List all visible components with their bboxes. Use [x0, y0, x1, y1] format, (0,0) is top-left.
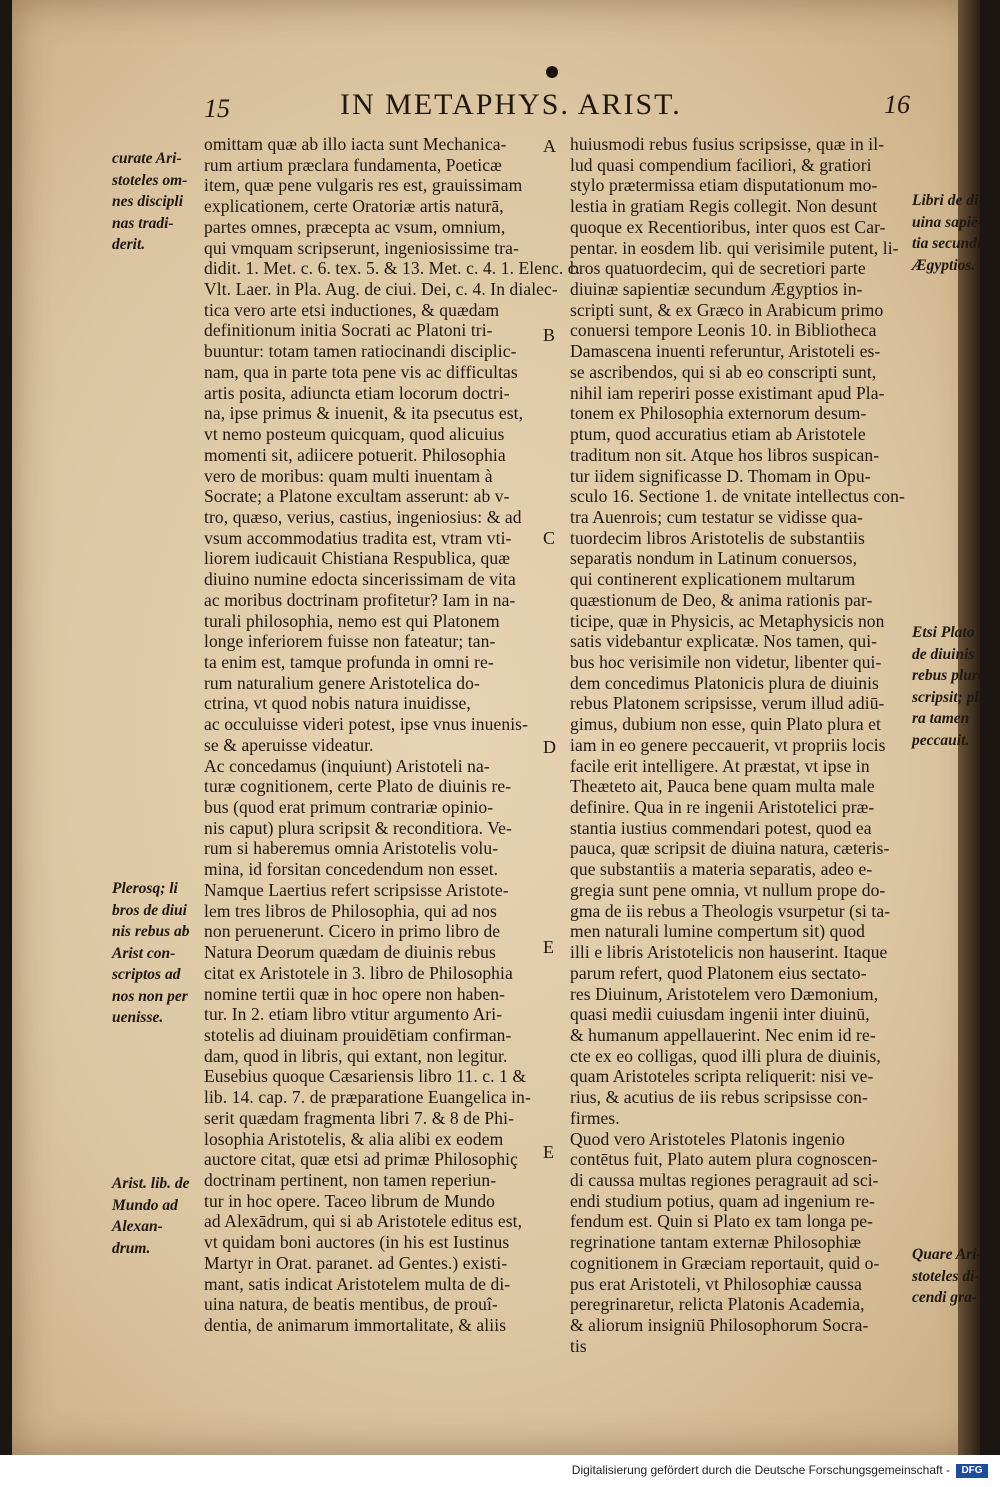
footer-credit: Digitalisierung gefördert durch die Deutsche Forschungsgemeinschaft -	[571, 1463, 950, 1477]
text-line: iam in eo genere peccauerit, vt propriis locis	[570, 734, 886, 755]
text-line: dentia, de animarum immortalitate, & aliis	[204, 1315, 507, 1336]
text-line: Quod vero Aristoteles Platonis ingenio	[570, 1128, 846, 1149]
text-line: dam, quod in libris, qui extant, non legitur.	[204, 1045, 508, 1066]
margin-note-line: Mundo ad	[112, 1196, 178, 1214]
text-line: ad Alexādrum, qui si ab Aristotele editus est,	[204, 1211, 523, 1232]
text-line: vt quidam boni auctores (in his est Iustinus	[204, 1232, 510, 1253]
margin-note-line: stoteles di-	[912, 1267, 980, 1285]
margin-note-line: uenisse.	[112, 1009, 164, 1026]
margin-note-line: cendi gra-	[912, 1289, 978, 1306]
text-line: definitionum initia Socrati ac Platoni tri-	[204, 320, 493, 341]
text-line: nihil iam reperiri posse existimant apud Pla-	[570, 382, 885, 403]
section-letter: C	[543, 528, 556, 548]
text-line: mant, satis indicat Aristotelem multa de di-	[204, 1273, 511, 1294]
text-line: dem concedimus Platonicis plura de diuinis	[570, 672, 879, 693]
text-line: separatis nondum in Latinum conuersos,	[570, 548, 858, 569]
text-line: losophia Aristotelis, & alia alibi ex eodem	[204, 1128, 504, 1149]
text-line: ac moribus doctrinam profitetur? Iam in na-	[204, 589, 516, 610]
text-line: Eusebius quoque Cæsariensis libro 11. c. 1 &	[204, 1066, 527, 1087]
text-line: tonem ex Philosophia externorum desum-	[570, 403, 867, 424]
margin-note-line: Quare Ari-	[912, 1246, 982, 1263]
text-line: diuinæ sapientiæ secundum Ægyptios in-	[570, 279, 863, 300]
text-line: Martyr in Orat. paranet. ad Gentes.) existi-	[204, 1252, 508, 1273]
text-line: vero de moribus: quam multi inuentam à	[204, 465, 493, 486]
text-line: quam Aristoteles scripta reliquerit: nisi ve-	[570, 1066, 874, 1087]
margin-note-line: stoteles om-	[112, 171, 188, 189]
margin-note-line: Ægyptios.	[912, 256, 976, 274]
text-line: que substantiis a materia separatis, adeo e-	[570, 859, 873, 880]
section-letter: D	[543, 737, 556, 757]
text-line: mina, id forsitan concedendum non esset.	[204, 859, 499, 880]
text-line: tur iidem significasse D. Thomam in Opu-	[570, 465, 871, 486]
text-line: nomine tertii quæ in hoc opere non haben-	[204, 983, 506, 1004]
text-line: lib. 14. cap. 7. de præparatione Euangelica in-	[204, 1087, 531, 1108]
text-line: res Diuinum, Aristotelem vero Dæmonium,	[570, 983, 879, 1004]
text-line: qui continerent explicationem multarum	[570, 569, 856, 590]
text-line: quoque ex Recentioribus, inter quos est Car-	[570, 216, 886, 237]
text-line: rum naturalium genere Aristotelica do-	[204, 672, 480, 693]
text-line: quasi medii cuiusdam ingenii inter diuinū,	[570, 1004, 870, 1025]
margin-note-line: de diuinis	[912, 645, 975, 663]
text-line: facile erit intelligere. At præstat, vt ipse in	[570, 755, 870, 776]
margin-note-line: scriptos ad	[112, 966, 181, 983]
text-line: auctore citat, quæ etsi ad primæ Philosophiç	[204, 1149, 518, 1170]
text-line: stotelis ad diuinam prouidētiam confirman-	[204, 1024, 512, 1045]
text-line: Ac concedamus (inquiunt) Aristoteli na-	[204, 755, 490, 776]
text-line: rum artium præclara fundamenta, Poeticæ	[204, 154, 502, 175]
margin-note-line: Plerosq; li	[112, 880, 178, 897]
page-number-left: 15	[204, 94, 230, 123]
text-line: rebus Platonem scripsisse, verum illud adiū-	[570, 693, 885, 714]
text-line: vsum accommodatius tradita est, vtram vti-	[204, 527, 512, 548]
dfg-logo: DFG	[956, 1464, 988, 1478]
text-line: tuordecim libros Aristotelis de substantiis	[570, 527, 865, 548]
margin-note-line: drum.	[112, 1239, 151, 1257]
text-line: rum si haberemus omnia Aristotelis volu-	[204, 838, 499, 859]
section-letter: A	[543, 136, 556, 156]
text-line: Vlt. Laer. in Pla. Aug. de ciui. Dei, c. 4. In dialec-	[204, 279, 558, 300]
text-line: nam, qua in parte tota pene vis ac difficultas	[204, 361, 518, 382]
margin-note-line: Etsi Plato	[912, 624, 975, 641]
text-line: tur. In 2. etiam libro vtitur argumento Ari-	[204, 1004, 503, 1025]
margin-note-line: nas tradi-	[112, 214, 174, 232]
text-line: turali philosophia, nemo est qui Platonem	[204, 610, 500, 631]
text-line: gimus, dubium non esse, quin Plato plura et	[570, 714, 882, 735]
text-line: stantia iustius commendari potest, quod ea	[570, 817, 872, 838]
text-line: definire. Qua in re ingenii Aristotelici præ-	[570, 797, 875, 818]
text-line: parum refert, quod Platonem eius sectato-	[570, 962, 867, 983]
digitization-footer	[0, 1455, 1000, 1487]
margin-note-line: Arist con-	[112, 944, 176, 962]
section-letter: B	[543, 325, 556, 345]
text-line: sculo 16. Sectione 1. de vnitate intellectus con-	[570, 486, 905, 507]
text-line: non peruenerunt. Cicero in primo libro de	[204, 921, 501, 942]
section-letter: E	[543, 1142, 554, 1162]
section-letter: E	[543, 937, 554, 957]
margin-note-line: Arist. lib. de	[112, 1175, 190, 1192]
text-line: firmes.	[570, 1107, 620, 1128]
text-line: Damascena inuenti referuntur, Aristoteli es-	[570, 341, 881, 362]
margin-note-line: tia secundū	[912, 235, 986, 252]
text-line: tra Auenrois; cum testatur se vidisse qua-	[570, 506, 863, 527]
text-line: artis posita, adiuncta etiam locorum doctri-	[204, 382, 510, 403]
running-title: IN METAPHYS. ARIST.	[340, 88, 682, 121]
page-number-right: 16	[884, 90, 910, 119]
text-line: & humanum appellauerint. Nec enim id re-	[570, 1024, 876, 1045]
text-line: nis caput) plura scripsit & reconditiora. Ve-	[204, 817, 512, 838]
text-line: fendum est. Quin si Plato ex tam longa pe-	[570, 1211, 874, 1232]
text-line: qui vmquam scripserunt, ingeniosissime tra-	[204, 237, 519, 258]
text-line: gregia sunt pene omnia, vt nullum prope do-	[570, 879, 886, 900]
text-line: lem tres libros de Philosophia, qui ad nos	[204, 900, 497, 921]
margin-note-line: Libri de di-	[912, 192, 984, 209]
text-line: ctrina, vt quod nobis natura inuidisse,	[204, 693, 471, 714]
text-line: quæstionum de Deo, & anima rationis par-	[570, 589, 873, 610]
text-line: Natura Deorum quædam de diuinis rebus	[204, 942, 496, 963]
text-line: tur in hoc opere. Taceo librum de Mundo	[204, 1190, 496, 1211]
margin-note-line: nis rebus ab	[112, 923, 190, 940]
text-line: tica vero arte etsi inductiones, & quædam	[204, 299, 500, 320]
margin-note-line: curate Ari-	[112, 150, 182, 167]
text-line: cognitionem in Græciam reportauit, quid o-	[570, 1252, 880, 1273]
text-line: peregrinaretur, relicta Platonis Academia,	[570, 1294, 865, 1315]
text-line: citat ex Aristotele in 3. libro de Philosophia	[204, 962, 513, 983]
text-line: turæ cognitionem, certe Plato de diuinis re-	[204, 776, 512, 797]
text-line: vt nemo posteum quicquam, quod alicuius	[204, 424, 505, 445]
margin-note-line: ra tamen	[912, 710, 970, 727]
text-line: tis	[570, 1335, 587, 1356]
margin-note-line: Alexan-	[112, 1218, 163, 1235]
text-line: bros quatuordecim, qui de secretiori parte	[570, 258, 866, 279]
text-line: scripti sunt, & ex Græco in Arabicum primo	[570, 299, 884, 320]
text-line: serit quædam fragmenta libri 7. & 8 de Phi-	[204, 1107, 515, 1128]
text-line: partes omnes, præcepta ac vsum, omnium,	[204, 216, 506, 237]
text-line: contētus fuit, Plato autem plura cognoscen-	[570, 1149, 878, 1170]
text-line: regrinatione tantam externæ Philosophiæ	[570, 1232, 862, 1253]
text-line: Namque Laertius refert scripsisse Aristote-	[204, 879, 509, 900]
text-line: omittam quæ ab illo iacta sunt Mechanica-	[204, 134, 507, 154]
text-line: explicationem, certe Oratoriæ artis naturā,	[204, 196, 504, 217]
margin-note-line: peccauit.	[912, 731, 970, 749]
text-line: ptum, quod accuratius etiam ab Aristotele	[570, 424, 866, 445]
margin-note-line: nos non per	[112, 987, 188, 1005]
margin-note-line: bros de diui	[112, 901, 187, 919]
text-line: buuntur: totam tamen ratiocinandi disciplic-	[204, 341, 517, 362]
text-line: conuersi tempore Leonis 10. in Bibliotheca	[570, 320, 877, 341]
text-line: ticipe, quæ in Physicis, ac Metaphysicis non	[570, 610, 885, 631]
text-line: cte ex eo colligas, quod illi plura de diuinis,	[570, 1045, 881, 1066]
text-line: bus (quod erat primum contrariæ opinio-	[204, 797, 494, 818]
text-line: pus erat Aristoteli, vt Philosophiæ caussa	[570, 1273, 862, 1294]
margin-note-line: rebus plura	[912, 667, 986, 684]
text-line: gma de iis rebus a Theologis vsurpetur (si ta-	[570, 900, 891, 921]
text-line: rius, & acutius de iis rebus scripsisse con-	[570, 1087, 868, 1108]
text-line: longe inferiorem fuisse non fateatur; tan-	[204, 631, 496, 652]
text-line: bus hoc verisimile non videtur, libenter qui-	[570, 652, 882, 672]
text-line: ta enim est, tamque profunda in omni re-	[204, 652, 494, 672]
text-line: lud quasi compendium faciliori, & gratiori	[570, 154, 872, 175]
text-line: satis videbantur explicatæ. Nos tamen, qui-	[570, 631, 878, 652]
text-line: & aliorum insigniū Philosophorum Socra-	[570, 1315, 869, 1336]
text-line: item, quæ pene vulgaris res est, grauissimam	[204, 175, 523, 196]
text-line: men naturali lumine compertum sit) quod	[570, 921, 866, 942]
text-line: lestia in gratiam Regis collegit. Non desunt	[570, 196, 878, 217]
text-line: doctrinam pertinent, non tamen reperiun-	[204, 1170, 497, 1190]
text-line: momenti sit, adiicere potuerit. Philosophia	[204, 444, 506, 465]
text-line: traditum non sit. Atque hos libros suspican-	[570, 444, 880, 465]
ink-dot	[546, 66, 558, 78]
text-line: pentar. in eosdem lib. qui verisimile putent, li-	[570, 237, 899, 258]
margin-note-line: scripsit; plu-	[912, 688, 993, 706]
margin-note-line: derit.	[112, 236, 146, 253]
text-line: ac occuluisse videri potest, ipse vnus inuenis-	[204, 714, 529, 735]
text-line: Socrate; a Platone excultam asserunt: ab v-	[204, 486, 510, 507]
text-line: na, ipse primus & inuenit, & ita psecutus est,	[204, 403, 524, 424]
text-line: diuino numine edocta sincerissimam de vita	[204, 569, 516, 590]
text-line: tro, quæso, verius, castius, ingeniosius: & ad	[204, 506, 522, 527]
text-line: uina natura, de beatis mentibus, de prouî-	[204, 1294, 498, 1315]
text-line: liorem iudicauit Chistiana Respublica, quæ	[204, 548, 511, 569]
text-line: didit. 1. Met. c. 6. tex. 5. & 13. Met. c. 4. 1. Elenc. c.	[204, 258, 581, 279]
margin-note-line: nes discipli	[112, 193, 184, 210]
text-line: se & aperuisse videatur.	[204, 734, 374, 755]
text-line: endi studium potius, quam ad ingenium re-	[570, 1190, 875, 1211]
text-line: se ascribendos, qui si ab eo conscripti sunt,	[570, 361, 877, 382]
text-line: Theæteto ait, Pauca bene quam multa male	[570, 776, 875, 797]
text-line: illi e libris Aristotelicis non hauserint. Itaque	[570, 942, 888, 963]
margin-note-line: uina sapiē-	[912, 213, 984, 231]
text-line: stylo prætermissa etiam disputationum mo-	[570, 175, 878, 196]
text-line: di caussa multas regiones peragrauit ad sci-	[570, 1170, 879, 1190]
text-line: huiusmodi rebus fusius scripsisse, quæ in il-	[570, 134, 885, 154]
text-line: pauca, quæ scripsit de diuina natura, cæteris-	[570, 838, 890, 859]
